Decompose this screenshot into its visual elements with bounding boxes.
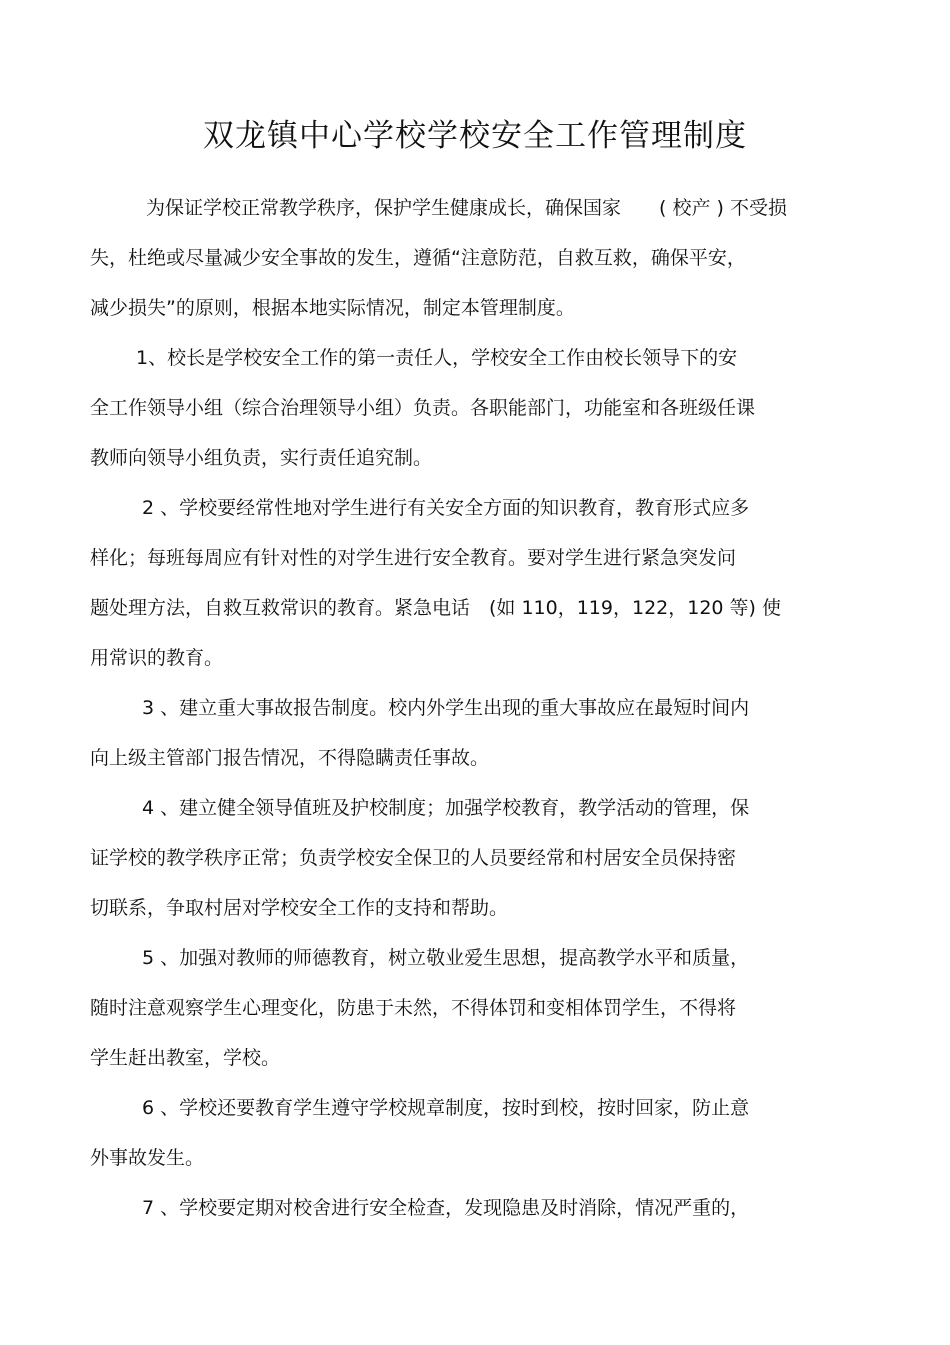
paragraph-line: 样化；每班每周应有针对性的对学生进行安全教育。要对学生进行紧急突发问 bbox=[90, 547, 737, 569]
paragraph-line: 切联系，争取村居对学校安全工作的支持和帮助。 bbox=[90, 897, 509, 919]
paragraph-line: 学生赶出教室，学校。 bbox=[90, 1047, 281, 1069]
paragraph-line: 失，杜绝或尽量减少安全事故的发生，遵循“注意防范，自救互救，确保平安， bbox=[90, 247, 746, 269]
paragraph-line: 证学校的教学秩序正常；负责学校安全保卫的人员要经常和村居安全员保持密 bbox=[90, 847, 737, 869]
paragraph-line: 外事故发生。 bbox=[90, 1147, 205, 1169]
paragraph-line: 7 、学校要定期对校舍进行安全检查，发现隐患及时消除，情况严重的， bbox=[142, 1197, 750, 1219]
paragraph-line: 题处理方法，自救互救常识的教育。紧急电话 (如 110，119，122，120 等) 使 bbox=[90, 597, 782, 619]
paragraph-line: 为保证学校正常教学秩序，保护学生健康成长，确保国家 ( 校产 ) 不受损 bbox=[146, 197, 787, 219]
paragraph-line: 用常识的教育。 bbox=[90, 647, 224, 669]
paragraph-line: 向上级主管部门报告情况，不得隐瞒责任事故。 bbox=[90, 747, 490, 769]
paragraph-line: 全工作领导小组（综合治理领导小组）负责。各职能部门，功能室和各班级任课 bbox=[90, 397, 756, 419]
paragraph-line: 1、校长是学校安全工作的第一责任人，学校安全工作由校长领导下的安 bbox=[136, 347, 738, 369]
paragraph-line: 减少损失”的原则，根据本地实际情况，制定本管理制度。 bbox=[90, 297, 575, 319]
paragraph-line: 随时注意观察学生心理变化，防患于未然，不得体罚和变相体罚学生，不得将 bbox=[90, 997, 737, 1019]
document-title: 双龙镇中心学校学校安全工作管理制度 bbox=[203, 118, 747, 154]
paragraph-line: 5 、加强对教师的师德教育，树立敬业爱生思想，提高教学水平和质量， bbox=[142, 947, 750, 969]
paragraph-line: 教师向领导小组负责，实行责任追究制。 bbox=[90, 447, 433, 469]
paragraph-line: 6 、学校还要教育学生遵守学校规章制度，按时到校，按时回家，防止意 bbox=[142, 1097, 750, 1119]
paragraph-line: 4 、建立健全领导值班及护校制度；加强学校教育，教学活动的管理，保 bbox=[142, 797, 750, 819]
paragraph-line: 3 、建立重大事故报告制度。校内外学生出现的重大事故应在最短时间内 bbox=[142, 697, 750, 719]
paragraph-line: 2 、学校要经常性地对学生进行有关安全方面的知识教育，教育形式应多 bbox=[142, 497, 750, 519]
